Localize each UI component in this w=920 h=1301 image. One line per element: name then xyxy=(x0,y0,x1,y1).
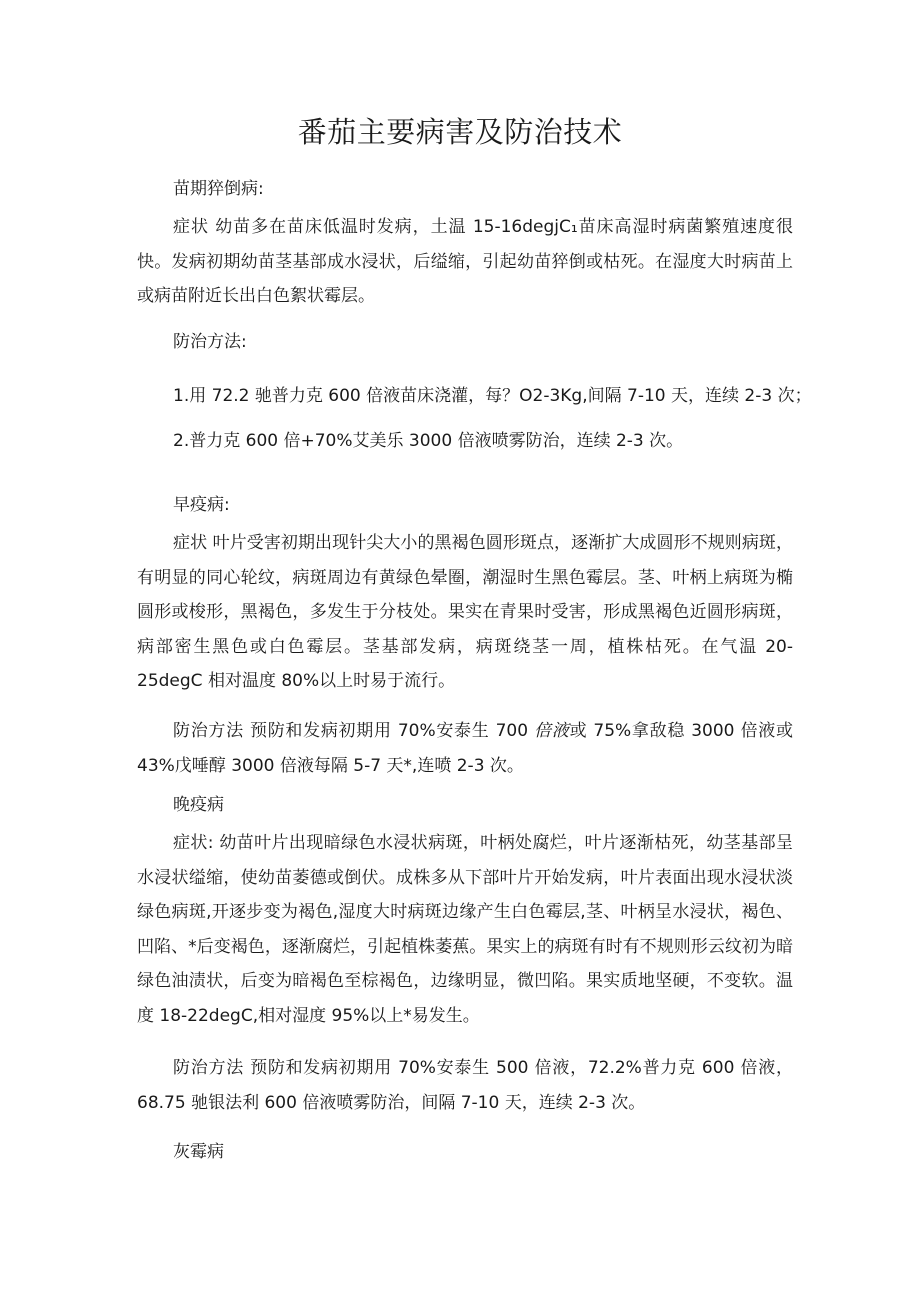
early-blight-control-italic: 倍液 xyxy=(534,721,570,741)
early-blight-control xyxy=(137,714,793,783)
early-blight-control-part-1: 防治方法 预防和发病初期用 70%安泰生 700 xyxy=(173,721,535,741)
damping-off-control-heading: 防治方法: xyxy=(173,332,247,352)
section-heading-gray-mold: 灰霉病 xyxy=(173,1142,224,1162)
damping-off-symptom: 症状 幼苗多在苗床低温时发病，土温 15-16degjC₁苗床高湿时病菌繁殖速度很快。发病初期幼苗茎基部成水浸状，后缢缩，引起幼苗猝倒或枯死。在湿度大时病苗上或病苗附近长出白色絮状霉层。 xyxy=(137,217,793,306)
early-blight-symptom: 症状 叶片受害初期出现针尖大小的黑褐色圆形斑点，逐渐扩大成圆形不规则病斑，有明显的同心轮纹，病斑周边有黄绿色晕圈，潮湿时生黑色霉层。茎、叶柄上病斑为椭圆形或梭形，黑褐色，多发生于分枝处。果实在青果时受害，形成黑褐色近圆形病斑，病部密生黑色或白色霉层。茎基部发病，病斑绕茎一周，植株枯死。在气温 20-25degC 相对温度 80%以上时易于流行。 xyxy=(137,533,793,691)
late-blight-control: 防治方法 预防和发病初期用 70%安泰生 500 倍液，72.2%普力克 600 倍液，68.75 驰银法利 600 倍液喷雾防治，间隔 7-10 天，连续 2-3 次。 xyxy=(137,1058,793,1113)
damping-off-control-item-1: 1.用 72.2 驰普力克 600 倍液苗床浇灌，每？O2-3Kg,间隔 7-10 天，连续 2-3 次； xyxy=(173,386,812,406)
late-blight-symptom: 症状: 幼苗叶片出现暗绿色水浸状病斑，叶柄处腐烂，叶片逐渐枯死，幼茎基部呈水浸状缢缩，使幼苗萎德或倒伏。成株多从下部叶片开始发病，叶片表面出现水浸状淡绿色病斑,开逐步变为褐色,湿度大时病斑边缘产生白色霉层,茎、叶柄呈水浸状，褐色、凹陷、*后变褐色，逐渐腐烂，引起植株萎蕉。果实上的病斑有时有不规则形云纹初为暗绿色油渍状，后变为暗褐色至棕褐色，边缘明显，微凹陷。果实质地坚硬，不变软。温度 18-22degC,相对湿度 95%以上*易发生。 xyxy=(137,833,793,1026)
section-heading-late-blight: 晚疫病 xyxy=(173,795,224,815)
early-blight-control-part-2: 或 75%拿敌稳 3000 倍液或 43%戊唾醇 3000 倍液每隔 5-7 天*,连喷 2-3 次。 xyxy=(137,721,794,776)
damping-off-control-item-2: 2.普力克 600 倍+70%艾美乐 3000 倍液喷雾防治，连续 2-3 次。 xyxy=(173,431,684,451)
section-heading-early-blight: 早疫病: xyxy=(173,495,230,515)
section-heading-damping-off: 苗期猝倒病: xyxy=(173,179,264,199)
page-title: 番茄主要病害及防治技术 xyxy=(297,115,623,149)
